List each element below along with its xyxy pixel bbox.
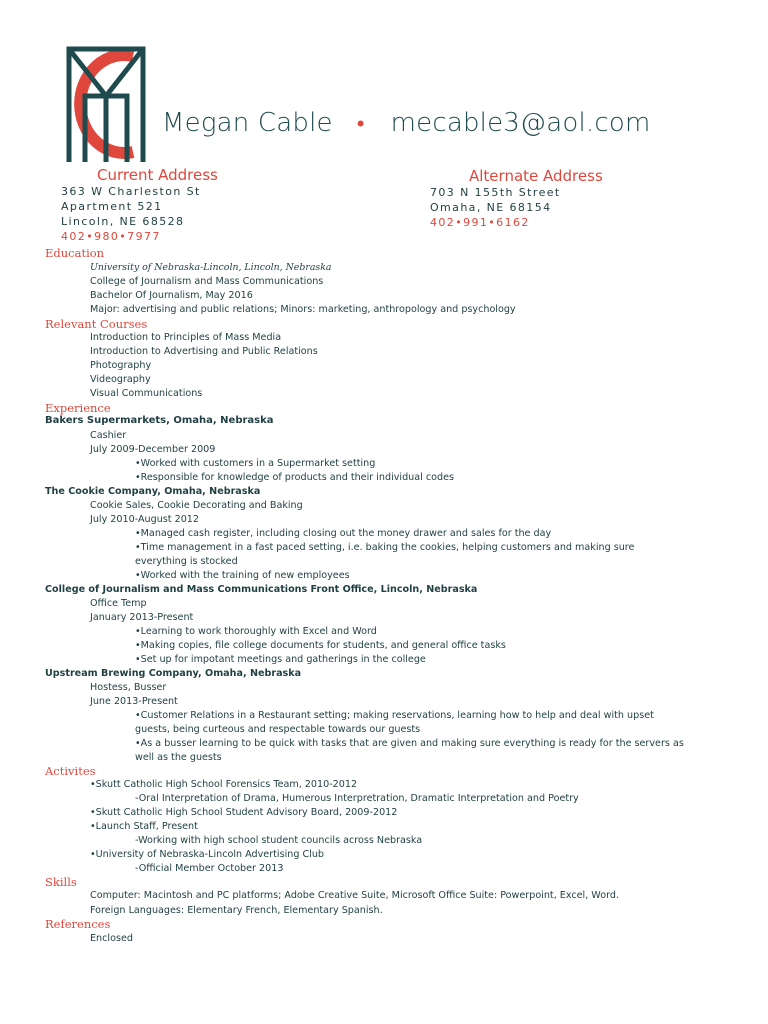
course-item: Visual Communications xyxy=(90,388,203,399)
job-role: Hostess, Busser xyxy=(90,682,167,693)
current-address-line2: Apartment 521 xyxy=(61,200,163,213)
job-employer: The Cookie Company, Omaha, Nebraska xyxy=(45,486,261,497)
skills-computer: Computer: Macintosh and PC platforms; Adobe Creative Suite, Microsoft Office Suite: Powerpoint, Excel, Word. xyxy=(90,890,620,901)
education-school: University of Nebraska-Lincoln, Lincoln, Nebraska xyxy=(90,262,332,273)
job-bullet: •As a busser learning to be quick with tasks that are given and making sure everything is ready for the servers as xyxy=(135,738,684,749)
activity-line: -Oral Interpretation of Drama, Humerous Interpretration, Dramatic Interpretation and Poetry xyxy=(135,793,579,804)
job-bullet: •Learning to work thoroughly with Excel and Word xyxy=(135,626,377,637)
job-role: Office Temp xyxy=(90,598,147,609)
activity-line: •Skutt Catholic High School Forensics Team, 2010-2012 xyxy=(90,779,358,790)
job-bullet: guests, being curteous and respectable towards our guests xyxy=(135,724,421,735)
course-item: Introduction to Advertising and Public Relations xyxy=(90,346,318,357)
monogram-logo xyxy=(63,44,149,166)
current-address-line3: Lincoln, NE 68528 xyxy=(61,215,185,228)
email-address[interactable]: mecable3@aol.com xyxy=(390,108,651,138)
alternate-phone: 402•991•6162 xyxy=(430,216,530,229)
education-heading: Education xyxy=(45,246,105,260)
job-dates: July 2009-December 2009 xyxy=(90,444,216,455)
job-bullet: everything is stocked xyxy=(135,556,238,567)
alternate-address-line1: 703 N 155th Street xyxy=(430,186,561,199)
job-bullet: well as the guests xyxy=(135,752,222,763)
course-item: Photography xyxy=(90,360,152,371)
course-item: Videography xyxy=(90,374,151,385)
skills-heading: Skills xyxy=(45,875,77,889)
job-dates: June 2013-Present xyxy=(90,696,178,707)
references-text: Enclosed xyxy=(90,933,133,944)
job-bullet: •Making copies, file college documents for students, and general office tasks xyxy=(135,640,506,651)
courses-heading: Relevant Courses xyxy=(45,317,148,331)
job-bullet: •Set up for impotant meetings and gatherings in the college xyxy=(135,654,426,665)
references-heading: References xyxy=(45,917,111,931)
alternate-address-heading: Alternate Address xyxy=(469,167,603,185)
activity-line: •Skutt Catholic High School Student Advisory Board, 2009-2012 xyxy=(90,807,398,818)
header-bullet: • xyxy=(356,112,365,137)
experience-heading: Experience xyxy=(45,401,111,415)
job-dates: July 2010-August 2012 xyxy=(90,514,200,525)
education-major: Major: advertising and public relations; Minors: marketing, anthropology and psychology xyxy=(90,304,516,315)
job-employer: Upstream Brewing Company, Omaha, Nebraska xyxy=(45,668,302,679)
job-bullet: •Customer Relations in a Restaurant setting; making reservations, learning how to help and deal with upset xyxy=(135,710,654,721)
current-address-heading: Current Address xyxy=(97,166,218,184)
job-employer: College of Journalism and Mass Communications Front Office, Lincoln, Nebraska xyxy=(45,584,478,595)
activity-line: •Launch Staff, Present xyxy=(90,821,198,832)
job-role: Cashier xyxy=(90,430,127,441)
job-bullet: •Worked with customers in a Supermarket setting xyxy=(135,458,376,469)
job-bullet: •Managed cash register, including closing out the money drawer and sales for the day xyxy=(135,528,552,539)
job-dates: January 2013-Present xyxy=(90,612,194,623)
activity-line: -Working with high school student councils across Nebraska xyxy=(135,835,423,846)
skills-languages: Foreign Languages: Elementary French, Elementary Spanish. xyxy=(90,905,383,916)
current-address-line1: 363 W Charleston St xyxy=(61,185,201,198)
candidate-name: Megan Cable xyxy=(162,108,333,138)
activity-line: -Official Member October 2013 xyxy=(135,863,284,874)
job-employer: Bakers Supermarkets, Omaha, Nebraska xyxy=(45,415,274,426)
education-college: College of Journalism and Mass Communications xyxy=(90,276,324,287)
activities-heading: Activites xyxy=(45,764,96,778)
current-phone: 402•980•7977 xyxy=(61,230,161,243)
job-bullet: •Responsible for knowledge of products and their individual codes xyxy=(135,472,454,483)
name-email-header xyxy=(162,108,651,138)
job-bullet: •Worked with the training of new employees xyxy=(135,570,350,581)
job-bullet: •Time management in a fast paced setting, i.e. baking the cookies, helping customers and making sure xyxy=(135,542,635,553)
course-item: Introduction to Principles of Mass Media xyxy=(90,332,282,343)
alternate-address-line2: Omaha, NE 68154 xyxy=(430,201,552,214)
job-role: Cookie Sales, Cookie Decorating and Baking xyxy=(90,500,303,511)
education-degree: Bachelor Of Journalism, May 2016 xyxy=(90,290,253,301)
activity-line: •University of Nebraska-Lincoln Advertising Club xyxy=(90,849,325,860)
